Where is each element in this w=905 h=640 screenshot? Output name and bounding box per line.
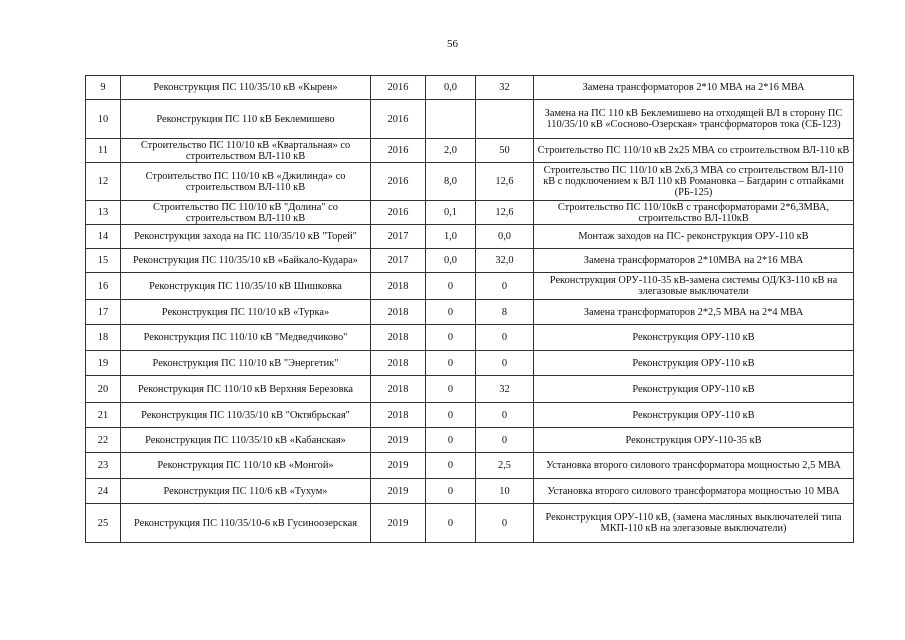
table-row — [86, 249, 854, 273]
description-cell: Реконструкция ОРУ-110 кВ — [534, 403, 854, 428]
project-name-cell: Строительство ПС 110/10 кВ "Долина" со строительством ВЛ-110 кВ — [121, 201, 371, 225]
project-name-cell: Реконструкция ПС 110/10 кВ Верхняя Березовка — [121, 376, 371, 403]
description-cell: Замена трансформаторов 2*2,5 МВА на 2*4 МВА — [534, 300, 854, 325]
row-number-cell: 16 — [86, 273, 121, 300]
table-row — [86, 351, 854, 376]
year-cell: 2016 — [371, 100, 426, 139]
value-1-cell: 8,0 — [426, 163, 476, 201]
description-cell: Реконструкция ОРУ-110-35 кВ — [534, 428, 854, 453]
project-name-cell: Реконструкция ПС 110/35/10 кВ «Кырен» — [121, 76, 371, 100]
table-row — [86, 479, 854, 504]
project-name-cell: Реконструкция ПС 110/10 кВ «Монгой» — [121, 453, 371, 479]
table-row — [86, 76, 854, 100]
value-1-cell: 0 — [426, 479, 476, 504]
project-name-cell: Реконструкция ПС 110/35/10 кВ "Октябрьская" — [121, 403, 371, 428]
row-number-cell: 9 — [86, 76, 121, 100]
year-cell: 2016 — [371, 163, 426, 201]
table-row — [86, 376, 854, 403]
table-row — [86, 163, 854, 201]
value-2-cell: 0 — [476, 504, 534, 543]
value-1-cell: 0 — [426, 376, 476, 403]
value-2-cell: 2,5 — [476, 453, 534, 479]
row-number-cell: 10 — [86, 100, 121, 139]
value-2-cell: 50 — [476, 139, 534, 163]
project-name-cell: Реконструкция ПС 110/35/10 кВ Шишковка — [121, 273, 371, 300]
page-number: 56 — [447, 38, 458, 50]
value-2-cell: 12,6 — [476, 201, 534, 225]
project-name-cell: Реконструкция ПС 110 кВ Беклемишево — [121, 100, 371, 139]
row-number-cell: 14 — [86, 225, 121, 249]
project-name-cell: Реконструкция ПС 110/35/10 кВ «Кабанская» — [121, 428, 371, 453]
value-2-cell: 0,0 — [476, 225, 534, 249]
description-cell: Установка второго силового трансформатора мощностью 2,5 МВА — [534, 453, 854, 479]
value-1-cell: 0 — [426, 453, 476, 479]
row-number-cell: 24 — [86, 479, 121, 504]
row-number-cell: 21 — [86, 403, 121, 428]
value-2-cell: 32,0 — [476, 249, 534, 273]
table-row — [86, 325, 854, 351]
row-number-cell: 15 — [86, 249, 121, 273]
row-number-cell: 18 — [86, 325, 121, 351]
year-cell: 2019 — [371, 453, 426, 479]
table-row — [86, 201, 854, 225]
year-cell: 2018 — [371, 273, 426, 300]
year-cell: 2018 — [371, 403, 426, 428]
value-2-cell: 32 — [476, 76, 534, 100]
value-1-cell: 0,0 — [426, 76, 476, 100]
description-cell: Строительство ПС 110/10кВ с трансформаторами 2*6,3МВА, строительство ВЛ-110кВ — [534, 201, 854, 225]
projects-table — [85, 75, 854, 543]
year-cell: 2018 — [371, 351, 426, 376]
value-2-cell: 8 — [476, 300, 534, 325]
table-row — [86, 453, 854, 479]
description-cell: Строительство ПС 110/10 кВ 2х6,3 МВА со строительством ВЛ-110 кВ с подключением к ВЛ 110 кВ Романовка – Багдарин с отпайками (РБ-125) — [534, 163, 854, 201]
project-name-cell: Строительство ПС 110/10 кВ «Квартальная» со строительством ВЛ-110 кВ — [121, 139, 371, 163]
year-cell: 2016 — [371, 76, 426, 100]
description-cell: Замена на ПС 110 кВ Беклемишево на отходящей ВЛ в сторону ПС 110/35/10 кВ «Сосново-Озерская» трансформаторов тока (СБ-123) — [534, 100, 854, 139]
description-cell: Замена трансформаторов 2*10 МВА на 2*16 МВА — [534, 76, 854, 100]
table-row — [86, 139, 854, 163]
description-cell: Реконструкция ОРУ-110 кВ — [534, 351, 854, 376]
row-number-cell: 13 — [86, 201, 121, 225]
year-cell: 2018 — [371, 300, 426, 325]
value-2-cell: 0 — [476, 325, 534, 351]
value-1-cell: 0,1 — [426, 201, 476, 225]
project-name-cell: Строительство ПС 110/10 кВ «Джилинда» со строительством ВЛ-110 кВ — [121, 163, 371, 201]
value-2-cell: 0 — [476, 351, 534, 376]
value-2-cell: 10 — [476, 479, 534, 504]
row-number-cell: 23 — [86, 453, 121, 479]
row-number-cell: 22 — [86, 428, 121, 453]
value-1-cell: 2,0 — [426, 139, 476, 163]
value-1-cell: 0 — [426, 273, 476, 300]
table-row — [86, 225, 854, 249]
description-cell: Монтаж заходов на ПС- реконструкция ОРУ-110 кВ — [534, 225, 854, 249]
description-cell: Реконструкция ОРУ-110 кВ — [534, 376, 854, 403]
year-cell: 2016 — [371, 139, 426, 163]
value-2-cell — [476, 100, 534, 139]
table-row — [86, 100, 854, 139]
value-1-cell: 0 — [426, 504, 476, 543]
row-number-cell: 11 — [86, 139, 121, 163]
description-cell: Реконструкция ОРУ-110 кВ — [534, 325, 854, 351]
year-cell: 2017 — [371, 225, 426, 249]
project-name-cell: Реконструкция ПС 110/6 кВ «Тухум» — [121, 479, 371, 504]
project-name-cell: Реконструкция захода на ПС 110/35/10 кВ "Торей" — [121, 225, 371, 249]
value-2-cell: 32 — [476, 376, 534, 403]
year-cell: 2019 — [371, 479, 426, 504]
project-name-cell: Реконструкция ПС 110/35/10 кВ «Байкало-Кудара» — [121, 249, 371, 273]
projects-table-body — [86, 76, 854, 543]
project-name-cell: Реконструкция ПС 110/35/10-6 кВ Гусиноозерская — [121, 504, 371, 543]
year-cell: 2017 — [371, 249, 426, 273]
value-2-cell: 0 — [476, 403, 534, 428]
table-row — [86, 403, 854, 428]
value-1-cell: 0 — [426, 351, 476, 376]
table-row — [86, 504, 854, 543]
value-1-cell: 0 — [426, 428, 476, 453]
table-row — [86, 273, 854, 300]
value-2-cell: 0 — [476, 428, 534, 453]
description-cell: Реконструкция ОРУ-110 кВ, (замена масляных выключателей типа МКП-110 кВ на элегазовые выключатели) — [534, 504, 854, 543]
year-cell: 2016 — [371, 201, 426, 225]
description-cell: Строительство ПС 110/10 кВ 2х25 МВА со строительством ВЛ-110 кВ — [534, 139, 854, 163]
project-name-cell: Реконструкция ПС 110/10 кВ «Турка» — [121, 300, 371, 325]
row-number-cell: 12 — [86, 163, 121, 201]
year-cell: 2018 — [371, 325, 426, 351]
description-cell: Замена трансформаторов 2*10МВА на 2*16 МВА — [534, 249, 854, 273]
value-1-cell: 0 — [426, 325, 476, 351]
value-1-cell: 1,0 — [426, 225, 476, 249]
project-name-cell: Реконструкция ПС 110/10 кВ "Медведчиково" — [121, 325, 371, 351]
year-cell: 2019 — [371, 504, 426, 543]
description-cell: Реконструкция ОРУ-110-35 кВ-замена системы ОД/КЗ-110 кВ на элегазовые выключатели — [534, 273, 854, 300]
year-cell: 2018 — [371, 376, 426, 403]
description-cell: Установка второго силового трансформатора мощностью 10 МВА — [534, 479, 854, 504]
table-row — [86, 428, 854, 453]
project-name-cell: Реконструкция ПС 110/10 кВ "Энергетик" — [121, 351, 371, 376]
value-1-cell: 0,0 — [426, 249, 476, 273]
value-1-cell — [426, 100, 476, 139]
year-cell: 2019 — [371, 428, 426, 453]
value-2-cell: 0 — [476, 273, 534, 300]
row-number-cell: 20 — [86, 376, 121, 403]
table-row — [86, 300, 854, 325]
value-1-cell: 0 — [426, 300, 476, 325]
row-number-cell: 25 — [86, 504, 121, 543]
row-number-cell: 17 — [86, 300, 121, 325]
value-1-cell: 0 — [426, 403, 476, 428]
row-number-cell: 19 — [86, 351, 121, 376]
value-2-cell: 12,6 — [476, 163, 534, 201]
